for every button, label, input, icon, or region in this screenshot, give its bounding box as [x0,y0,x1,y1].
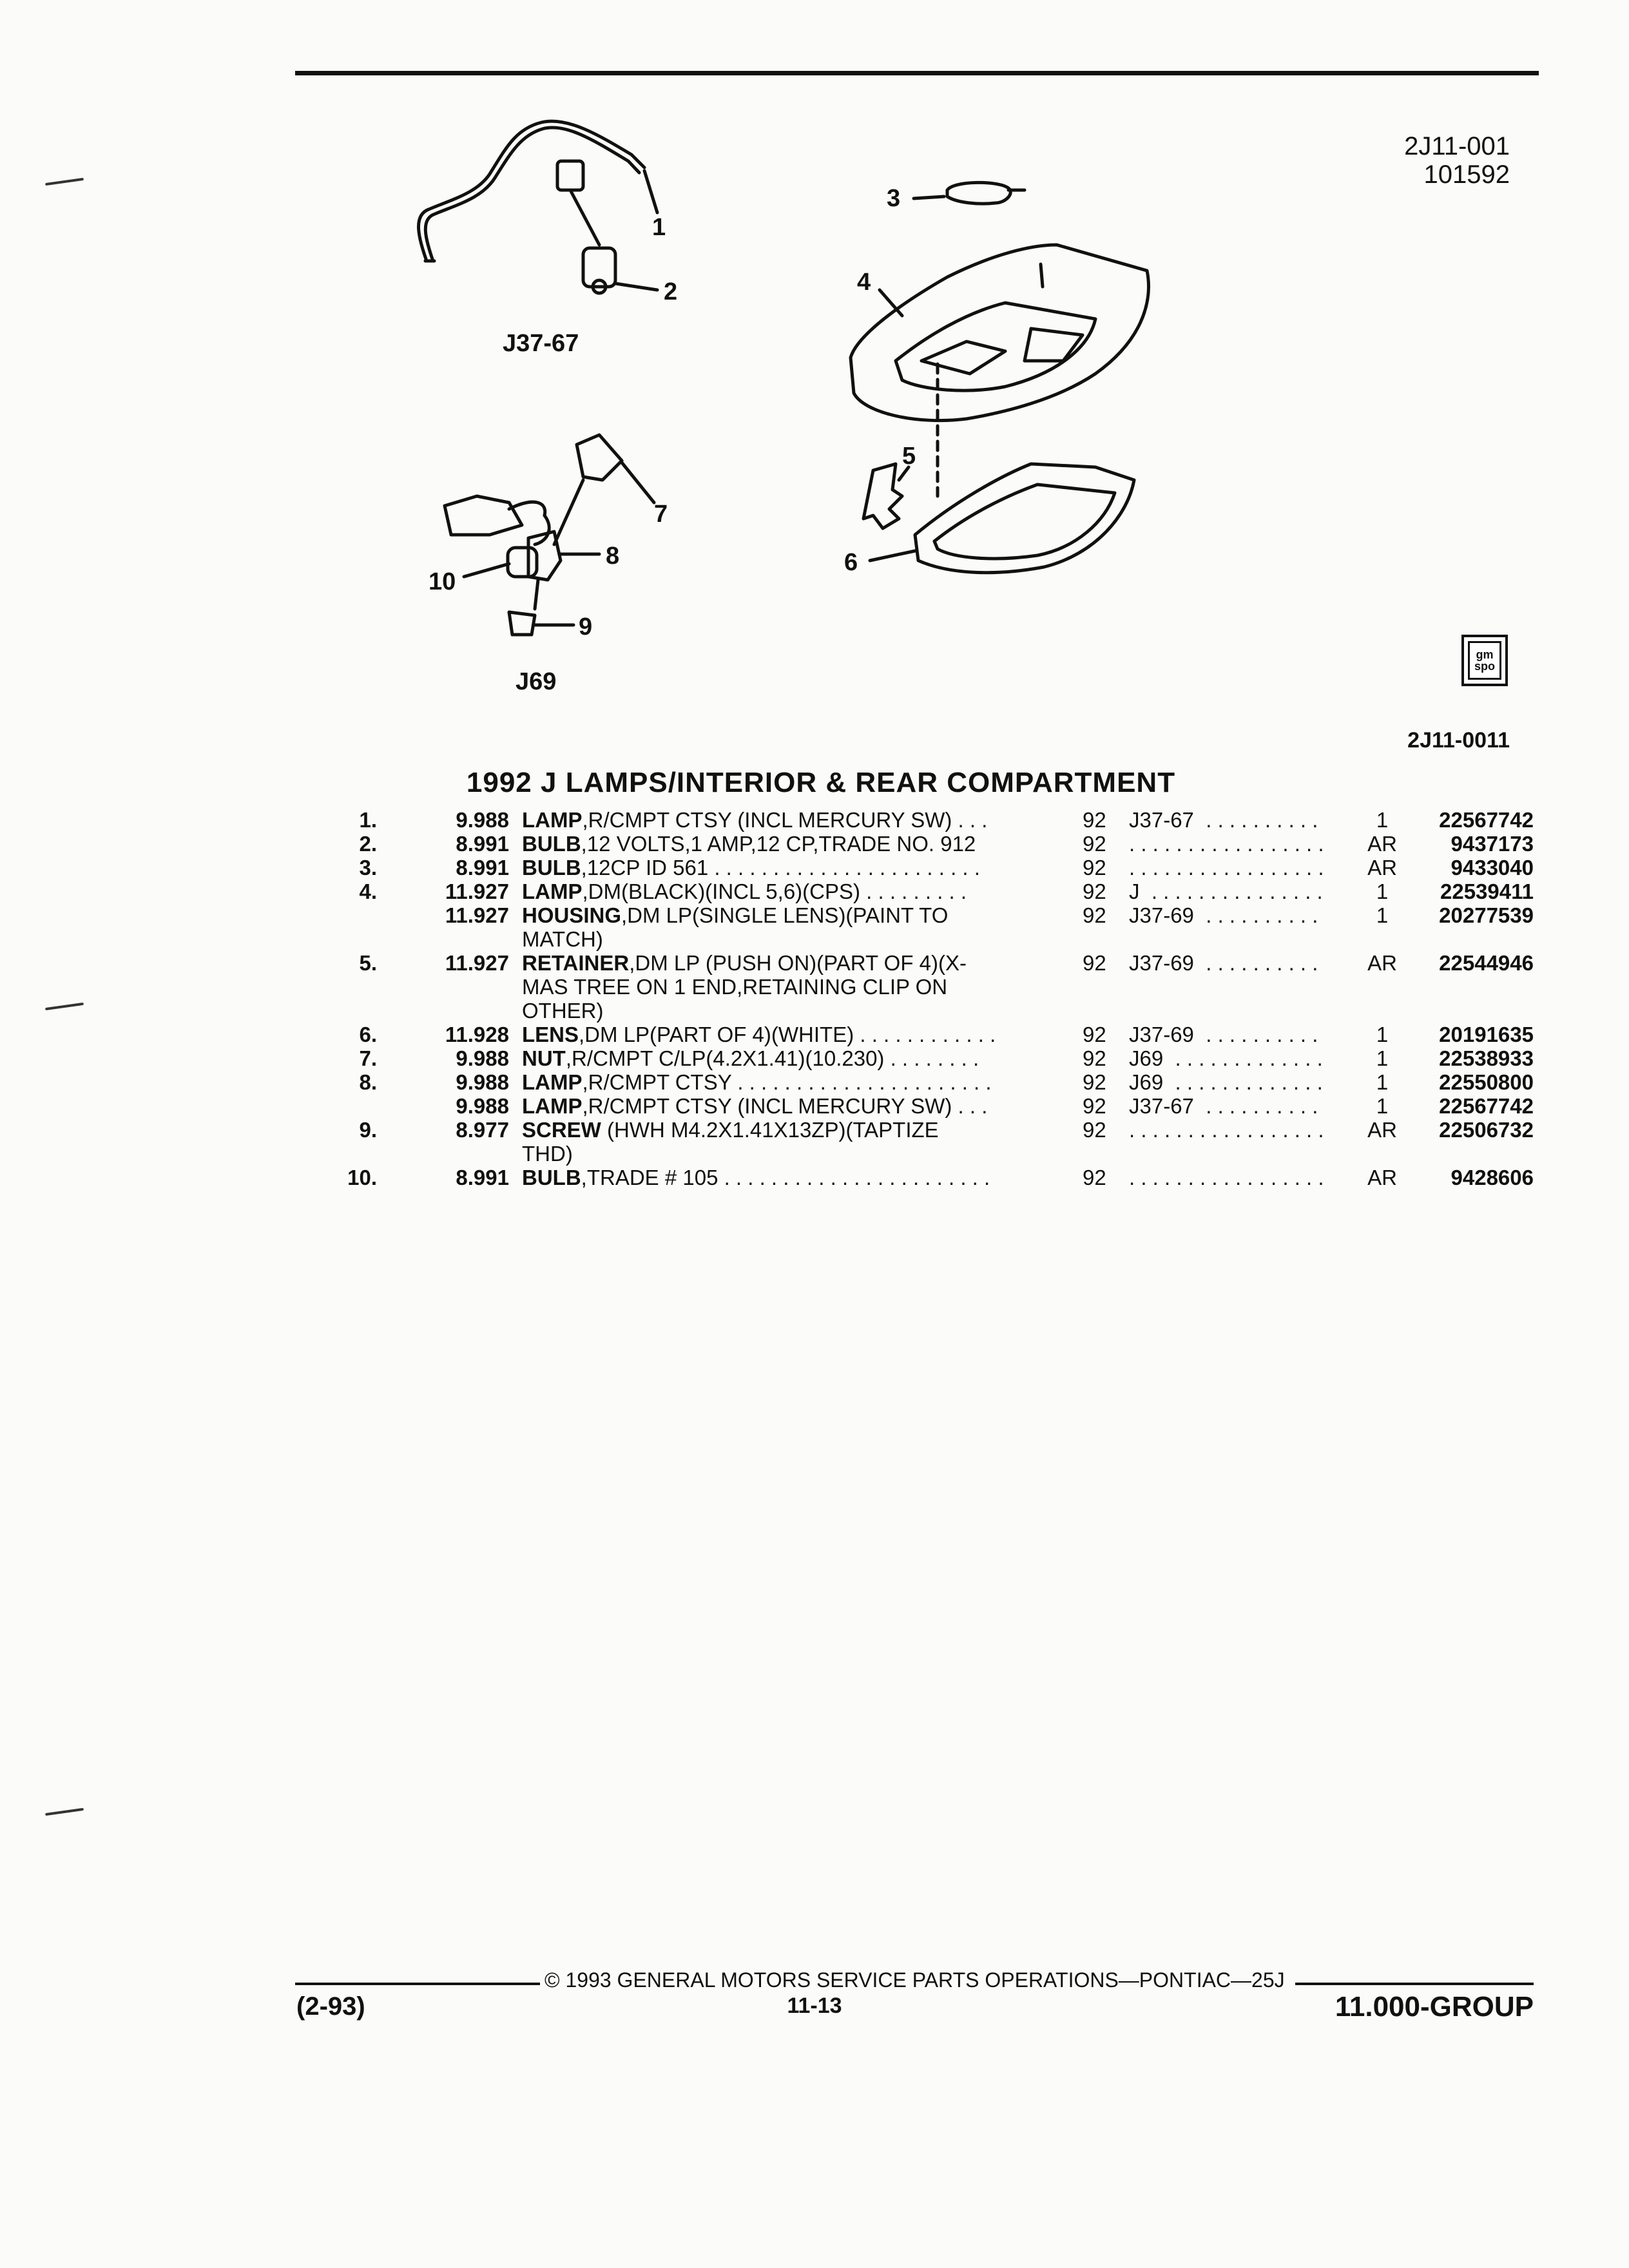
part-number: 20277539 [1439,903,1534,927]
part-model: J37-69 . . . . . . . . . . [1129,1023,1318,1046]
part-detail: ,DM LP (PUSH ON)(PART OF 4)(X- MAS TREE ON 1 END,RETAINING CLIP ON OTHER) [522,951,967,1023]
part-index: 5. [359,951,377,975]
part-detail: (HWH M4.2X1.41X13ZP)(TAPTIZE THD) [522,1118,939,1166]
part-name: LAMP [522,1070,583,1094]
part-name: BULB [522,832,581,856]
part-quantity: 1 [1376,808,1389,832]
table-row [309,1046,1534,1070]
part-number: 22538933 [1439,1046,1534,1070]
part-group-number: 11.927 [445,903,509,927]
connector [445,496,522,535]
part-quantity: 1 [1376,1023,1389,1046]
table-row [309,1118,1534,1166]
part-name: LAMP [522,808,583,832]
gm-spo-logo [1461,635,1508,686]
part-number: 22550800 [1439,1070,1534,1094]
table-row [309,879,1534,903]
part-number: 22544946 [1439,951,1534,975]
part-description [522,832,1089,856]
part-name: BULB [522,856,581,879]
logo-text-spo: spo [1474,660,1495,673]
part-quantity: 1 [1376,1046,1389,1070]
part-group-number: 8.991 [456,832,509,856]
part-index: 2. [359,832,377,856]
callout-8: 8 [606,543,620,570]
part-model: J69 . . . . . . . . . . . . . [1129,1070,1323,1094]
part-number: 20191635 [1439,1023,1534,1046]
part-number: 9433040 [1451,856,1534,879]
table-row [309,903,1534,951]
footer-group: 11.000-GROUP [1335,1991,1534,2023]
part-number: 22567742 [1439,808,1534,832]
part-name: LAMP [522,879,583,903]
part-index: 8. [359,1070,377,1094]
table-row [309,1094,1534,1118]
part-detail: ,DM(BLACK)(INCL 5,6)(CPS) . . . . . . . . . [582,879,967,903]
doc-code: 2J11-001 [1404,132,1510,160]
footer-revision: (2-93) [296,1992,365,2021]
screw-shape [509,612,535,635]
part-group-number: 11.928 [445,1023,509,1046]
part-year: 92 [1083,1046,1106,1070]
part-description [522,1070,1089,1094]
part-name: BULB [522,1166,581,1189]
part-model: . . . . . . . . . . . . . . . . . [1129,856,1324,879]
margin-mark [45,1003,84,1010]
part-name: NUT [522,1046,566,1070]
bulb-3-shape [947,182,1010,204]
part-detail: ,12CP ID 561 . . . . . . . . . . . . . . . . . . . . . . . [581,856,980,879]
part-description [522,1046,1089,1070]
part-number: 22506732 [1439,1118,1534,1142]
part-number: 9428606 [1451,1166,1534,1189]
part-model: J . . . . . . . . . . . . . . . [1129,879,1323,903]
part-index: 9. [359,1118,377,1142]
part-model: J69 . . . . . . . . . . . . . [1129,1046,1323,1070]
part-quantity: 1 [1376,879,1389,903]
part-detail: ,R/CMPT C/LP(4.2X1.41)(10.230) . . . . . . . . [565,1046,979,1070]
part-model: J37-69 . . . . . . . . . . [1129,903,1318,927]
section-title: 1992 J LAMPS/INTERIOR & REAR COMPARTMENT [466,767,1176,798]
part-description [522,1094,1089,1118]
part-description [522,1166,1089,1189]
part-model: . . . . . . . . . . . . . . . . . [1129,1118,1324,1142]
table-row [309,1070,1534,1094]
table-row [309,832,1534,856]
part-quantity: AR [1367,1118,1397,1142]
part-description [522,1023,1089,1046]
callout-10: 10 [429,568,456,595]
part-detail: ,DM LP(PART OF 4)(WHITE) . . . . . . . . . . . . [579,1023,996,1046]
footer-copyright: © 1993 GENERAL MOTORS SERVICE PARTS OPERATIONS—PONTIAC—25J [545,1968,1285,1992]
part-year: 92 [1083,1023,1106,1046]
callout-3: 3 [887,185,901,212]
logo-text-gm: gm [1476,648,1494,661]
dome-housing [851,245,1148,421]
part-quantity: AR [1367,832,1397,856]
part-name: SCREW [522,1118,601,1142]
part-description [522,951,1089,1023]
part-group-number: 8.977 [456,1118,509,1142]
part-year: 92 [1083,856,1106,879]
part-model: . . . . . . . . . . . . . . . . . [1129,832,1324,856]
exploded-view-illustration [0,0,1629,773]
part-description [522,903,1089,951]
part-year: 92 [1083,1166,1106,1189]
part-group-number: 8.991 [456,1166,509,1189]
callout-7: 7 [654,501,668,528]
table-row [309,1166,1534,1189]
part-description [522,808,1089,832]
clip-nut [577,435,622,480]
callout-2: 2 [664,278,678,305]
part-detail: ,TRADE # 105 . . . . . . . . . . . . . . . . . . . . . . . [581,1166,990,1189]
part-description [522,856,1089,879]
part-model: J37-69 . . . . . . . . . . [1129,951,1318,975]
bulb-10-shape [508,548,537,577]
table-row [309,856,1534,879]
footer-rule-right [1295,1983,1534,1985]
lamp-wire-harness [419,121,644,261]
callout-1: 1 [652,214,666,241]
part-year: 92 [1083,1070,1106,1094]
callout-9: 9 [579,613,593,640]
part-name: LAMP [522,1094,583,1118]
group-label-j69: J69 [516,668,557,695]
part-quantity: AR [1367,856,1397,879]
part-name: HOUSING [522,903,622,927]
part-description [522,1118,1089,1166]
table-row [309,808,1534,832]
part-year: 92 [1083,1118,1106,1142]
part-group-number: 9.988 [456,1094,509,1118]
part-detail: ,12 VOLTS,1 AMP,12 CP,TRADE NO. 912 [581,832,976,856]
part-group-number: 11.927 [445,879,509,903]
part-name: LENS [522,1023,579,1046]
part-index: 4. [359,879,377,903]
callout-5: 5 [902,443,916,470]
part-quantity: AR [1367,1166,1397,1189]
footer-rule-left [295,1983,540,1985]
callout-4: 4 [857,269,871,296]
part-number: 22539411 [1440,879,1534,903]
part-model: . . . . . . . . . . . . . . . . . [1129,1166,1324,1189]
part-group-number: 9.988 [456,1046,509,1070]
margin-mark [45,1808,84,1816]
part-detail: ,DM LP(SINGLE LENS)(PAINT TO MATCH) [522,903,949,951]
part-year: 92 [1083,832,1106,856]
part-group-number: 9.988 [456,1070,509,1094]
table-row [309,1023,1534,1046]
part-group-number: 9.988 [456,808,509,832]
table-row [309,951,1534,1023]
part-year: 92 [1083,951,1106,975]
part-detail: ,R/CMPT CTSY (INCL MERCURY SW) . . . [582,1094,988,1118]
part-name: RETAINER [522,951,630,975]
part-quantity: AR [1367,951,1397,975]
illustration-code: 2J11-0011 [1407,728,1510,753]
part-index: 6. [359,1023,377,1046]
part-number: 9437173 [1451,832,1534,856]
part-model: J37-67 . . . . . . . . . . [1129,1094,1318,1118]
lamp-socket [557,161,583,190]
part-quantity: 1 [1376,1094,1389,1118]
part-group-number: 8.991 [456,856,509,879]
part-index: 3. [359,856,377,879]
part-quantity: 1 [1376,1070,1389,1094]
retainer-shape [863,464,902,528]
part-year: 92 [1083,808,1106,832]
part-model: J37-67 . . . . . . . . . . [1129,808,1318,832]
part-detail: ,R/CMPT CTSY . . . . . . . . . . . . . . . . . . . . . . [582,1070,992,1094]
part-year: 92 [1083,903,1106,927]
part-year: 92 [1083,879,1106,903]
part-index: 7. [359,1046,377,1070]
part-index: 10. [347,1166,377,1189]
doc-date: 101592 [1423,160,1510,189]
footer-page-number: 11-13 [787,1994,842,2018]
part-group-number: 11.927 [445,951,509,975]
part-detail: ,R/CMPT CTSY (INCL MERCURY SW) . . . [582,808,988,832]
part-number: 22567742 [1439,1094,1534,1118]
part-description [522,879,1089,903]
part-index: 1. [359,808,377,832]
group-label-j37-67: J37-67 [503,330,579,357]
part-quantity: 1 [1376,903,1389,927]
callout-6: 6 [844,549,858,576]
part-year: 92 [1083,1094,1106,1118]
